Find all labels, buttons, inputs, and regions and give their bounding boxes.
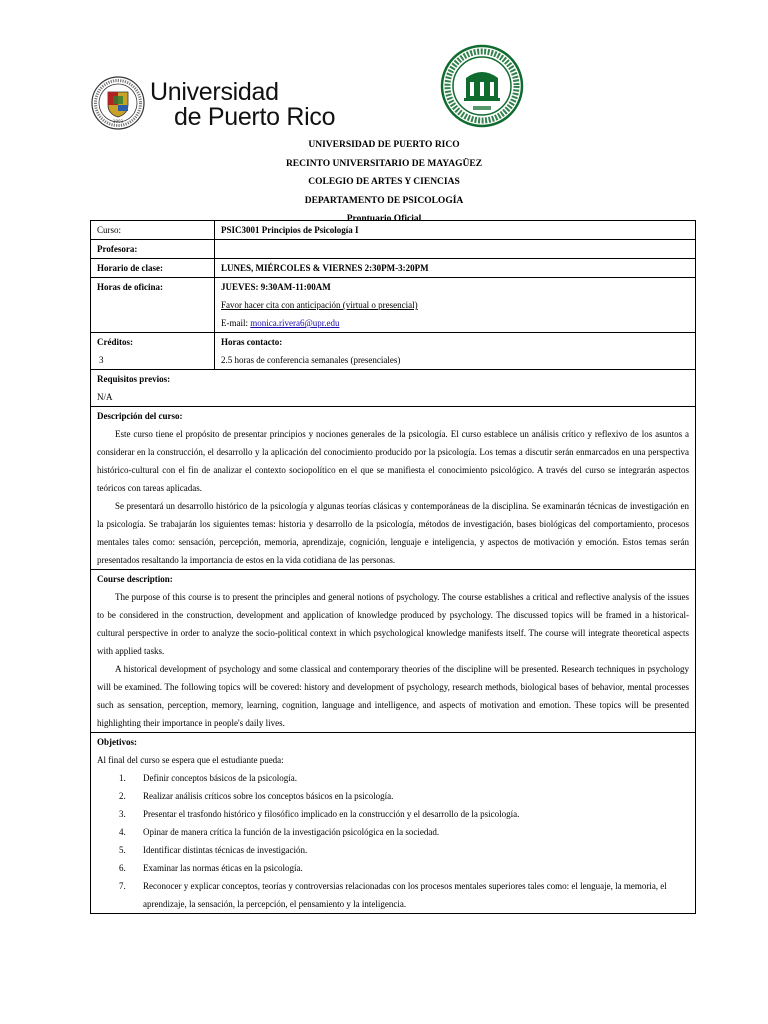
contact-hours-value: 2.5 horas de conferencia semanales (presenciales) bbox=[221, 355, 401, 365]
objective-item bbox=[97, 787, 689, 805]
course-value: PSIC3001 Principios de Psicología I bbox=[221, 225, 359, 235]
objective-item bbox=[97, 841, 689, 859]
objective-text: Realizar análisis críticos sobre los conceptos básicos en la psicología. bbox=[143, 791, 394, 801]
objective-text: Presentar el trasfondo histórico y filosófico implicado en la construcción y el desarrollo de la psicología. bbox=[143, 809, 520, 819]
upr-seal-icon bbox=[91, 76, 145, 130]
department-name: DEPARTAMENTO DE PSICOLOGÍA bbox=[304, 195, 464, 206]
description-es-label: Descripción del curso: bbox=[97, 411, 183, 421]
schedule-value: LUNES, MIÉRCOLES & VIERNES 2:30PM-3:20PM bbox=[221, 263, 429, 273]
objective-number: 2. bbox=[119, 791, 126, 801]
description-en-paragraph-1: The purpose of this course is to present the principles and general notions of psychology. The course establishes a critical and reflective analysis of the issues to be considered in the construction, development and application of knowledge produced by psychology. The discussed topics will be framed in a historical-cultural perspective in order to analyze the socio-political context in which psychological knowledge manifests itself. The course will integrate theoretical aspects with applied tasks. bbox=[97, 592, 689, 656]
contact-hours-label: Horas contacto: bbox=[221, 337, 283, 347]
objective-text: Examinar las normas éticas en la psicología. bbox=[143, 863, 303, 873]
upr-name-line1: Universidad bbox=[150, 78, 279, 106]
credits-label: Créditos: bbox=[97, 337, 133, 347]
rum-seal-icon bbox=[440, 44, 524, 128]
document-title: Prontuario Oficial bbox=[346, 214, 422, 225]
credits-row bbox=[91, 333, 696, 370]
objective-number: 7. bbox=[119, 881, 126, 891]
objective-number: 1. bbox=[119, 773, 126, 783]
objectives-list bbox=[97, 769, 689, 913]
objectives-row bbox=[91, 733, 696, 914]
course-label: Curso: bbox=[97, 225, 122, 235]
professor-row bbox=[91, 240, 696, 259]
email-link[interactable]: monica.rivera6@upr.edu bbox=[250, 318, 340, 328]
schedule-row bbox=[91, 259, 696, 278]
objective-text: Definir conceptos básicos de la psicología. bbox=[143, 773, 297, 783]
upr-wordmark bbox=[150, 80, 335, 130]
objective-text: Identificar distintas técnicas de investigación. bbox=[143, 845, 308, 855]
course-row bbox=[91, 221, 696, 240]
office-hours-label: Horas de oficina: bbox=[97, 282, 163, 292]
objective-text: Reconocer y explicar conceptos, teorías y controversias relacionadas con los procesos mentales superiores tales como: el lenguaje, la memoria, el aprendizaje, la sensación, la percepción, el pensamiento y la inteligencia. bbox=[143, 881, 667, 909]
objective-item bbox=[97, 859, 689, 877]
campus-name: RECINTO UNIVERSITARIO DE MAYAGÜEZ bbox=[285, 158, 483, 169]
description-en-paragraph-2: A historical development of psychology and some classical and contemporary theories of the discipline will be presented. Research techniques in psychology will be examined. The following topics will be covered: history and development of psychology, research methods, biological bases of behavior, mental processes such as sensation, perception, memory, learning, cognition, language and intelligence, and aspects of motivation and emotion. These topics will be presented highlighting their importance in people's daily lives. bbox=[97, 664, 689, 728]
objective-number: 6. bbox=[119, 863, 126, 873]
objective-item bbox=[97, 769, 689, 787]
objectives-intro: Al final del curso se espera que el estudiante pueda: bbox=[97, 755, 284, 765]
description-en-row bbox=[91, 570, 696, 733]
office-hours-note: Favor hacer cita con anticipación (virtual o presencial) bbox=[221, 300, 418, 310]
credits-value: 3 bbox=[99, 355, 104, 365]
description-en-label: Course description: bbox=[97, 574, 173, 584]
email-line bbox=[221, 314, 689, 332]
upr-name-line2: de Puerto Rico bbox=[174, 103, 336, 131]
prerequisites-row bbox=[91, 370, 696, 407]
description-es-paragraph-2: Se presentará un desarrollo histórico de la psicología y algunas teorías clásicas y contemporáneas de la disciplina. Se examinarán técnicas de investigación en la psicología. Se trabajarán los siguientes temas: historia y desarrollo de la psicología, métodos de investigación, bases biológicas del comportamiento, procesos mentales tales como: sensación, percepción, memoria, aprendizaje, cognición, lenguaje e inteligencia, y aspectos de motivación y emoción. Estos temas serán presentados resaltando la importancia de estos en la vida cotidiana de las personas. bbox=[97, 501, 689, 565]
professor-label: Profesora: bbox=[97, 244, 138, 254]
objective-number: 3. bbox=[119, 809, 126, 819]
syllabus-table bbox=[90, 220, 696, 914]
email-label: E-mail: bbox=[221, 318, 251, 328]
objective-item bbox=[97, 805, 689, 823]
document-heading bbox=[90, 136, 678, 229]
objective-item bbox=[97, 877, 689, 913]
college-name: COLEGIO DE ARTES Y CIENCIAS bbox=[308, 177, 460, 188]
prerequisites-label: Requisitos previos: bbox=[97, 374, 171, 384]
description-es-paragraph-1: Este curso tiene el propósito de presentar principios y nociones generales de la psicología. El curso establece un análisis crítico y reflexivo de los asuntos a considerar en la construcción, el desarrollo y la aplicación del conocimiento producido por la psicología. Los temas a discutir serán enmarcados en una perspectiva histórico-cultural con el fin de analizar el contexto sociopolítico en el que se manifiesta el conocimiento psicológico. A través del curso se integrarán aspectos teóricos con tareas aplicadas. bbox=[97, 429, 689, 493]
objective-item bbox=[97, 823, 689, 841]
office-hours-row bbox=[91, 278, 696, 333]
header-logos bbox=[0, 0, 768, 135]
objective-text: Opinar de manera crítica la función de la investigación psicológica en la sociedad. bbox=[143, 827, 440, 837]
objective-number: 4. bbox=[119, 827, 126, 837]
objectives-label: Objetivos: bbox=[97, 737, 137, 747]
schedule-label: Horario de clase: bbox=[97, 263, 163, 273]
professor-value bbox=[221, 240, 689, 258]
prerequisites-value: N/A bbox=[97, 392, 113, 402]
description-es-row bbox=[91, 407, 696, 570]
office-hours-value: JUEVES: 9:30AM-11:00AM bbox=[221, 282, 331, 292]
svg-text:1903: 1903 bbox=[112, 119, 124, 124]
objective-number: 5. bbox=[119, 845, 126, 855]
university-name: UNIVERSIDAD DE PUERTO RICO bbox=[308, 140, 460, 150]
